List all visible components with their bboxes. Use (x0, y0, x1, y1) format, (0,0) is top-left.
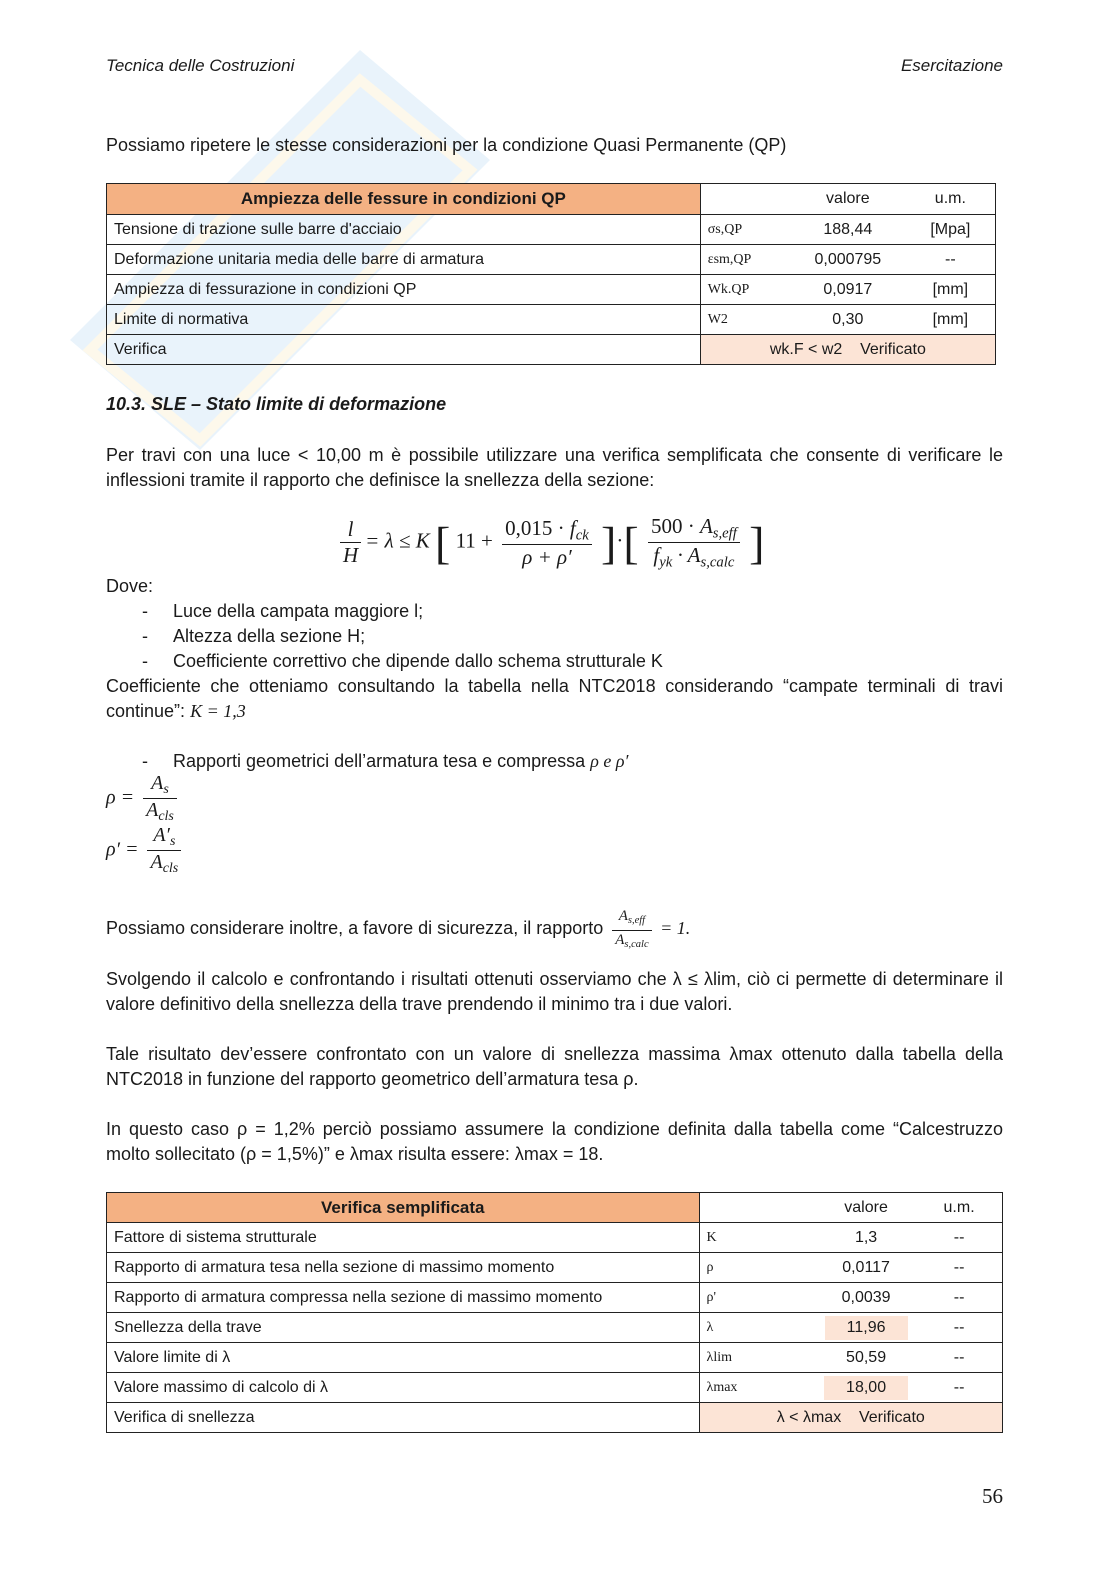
row-symbol: W2 (700, 305, 790, 335)
row-unit: -- (916, 1343, 1002, 1373)
table-row (107, 1373, 1003, 1403)
row-symbol: ρ' (699, 1283, 816, 1313)
verifica-result: λ < λmax Verificato (699, 1403, 1002, 1433)
paragraph-verifica-semplificata: Per travi con una luce < 10,00 m è possibile utilizzare una verifica semplificata che consente di verificare le inflessioni tramite il rapporto che definisce la snellezza della sezione: (106, 445, 1003, 490)
list-item: - Luce della campata maggiore l; (106, 599, 663, 624)
row-symbol: σs,QP (700, 215, 790, 245)
row-value-highlighted (816, 1313, 916, 1343)
paragraph-calcolo: Svolgendo il calcolo e confrontando i risultati ottenuti osserviamo che λ ≤ λlim, ciò ci permette di determinare il valore definitivo della snellezza della trave prendendo il minimo tra i due valori. (106, 969, 1003, 1014)
k-equation: K = 1,3 (190, 701, 246, 721)
row-unit: -- (916, 1223, 1002, 1253)
row-label: Valore limite di λ (107, 1343, 700, 1373)
table-row (107, 1253, 1003, 1283)
row-value: 50,59 (816, 1343, 916, 1373)
table-row (107, 305, 996, 335)
table-row (107, 245, 996, 275)
row-label: Fattore di sistema strutturale (107, 1223, 700, 1253)
row-symbol: εsm,QP (700, 245, 790, 275)
column-header-valore: valore (790, 184, 906, 215)
row-label: Tensione di trazione sulle barre d'acciaio (107, 215, 701, 245)
row-value: 0,0917 (790, 275, 906, 305)
row-value: 0,0117 (816, 1253, 916, 1283)
row-unit: -- (916, 1283, 1002, 1313)
section-title: 10.3. SLE – Stato limite di deformazione (106, 394, 447, 414)
paragraph-sicurezza-text: Possiamo considerare inoltre, a favore di sicurezza, il rapporto (106, 918, 609, 939)
page-number: 56 (982, 1484, 1003, 1508)
crack-width-table (106, 183, 996, 365)
table-row (107, 1343, 1003, 1373)
rho-list (106, 749, 628, 774)
row-unit: [mm] (906, 305, 996, 335)
column-header-valore: valore (816, 1193, 916, 1223)
row-symbol: ρ (699, 1253, 816, 1283)
highlighted-value: 18,00 (824, 1376, 908, 1400)
paragraph-sicurezza: Possiamo considerare inoltre, a favore di sicurezza, il rapporto $\frac{A_{s,eff}}{A_{s,calc}}$ = 1. (106, 908, 691, 951)
paragraph-caso: In questo caso ρ = 1,2% perciò possiamo assumere la condizione definita dalla tabella come “Calcestruzzo molto sollecitato (ρ = 1,5%)” e λmax risulta essere: λmax = 18. (106, 1119, 1003, 1164)
verifica-label: Verifica di snellezza (107, 1403, 700, 1433)
table-row (107, 1223, 1003, 1253)
paragraph-confronto: Tale risultato dev’essere confrontato con un valore di snellezza massima λmax ottenuto dalla tabella della NTC2018 in funzione del rapporto geometrico dell’armatura tesa ρ. (106, 1044, 1003, 1089)
row-label: Ampiezza di fessurazione in condizioni QP (107, 275, 701, 305)
table-row (107, 1283, 1003, 1313)
row-label: Valore massimo di calcolo di λ (107, 1373, 700, 1403)
table-row (107, 1403, 1003, 1433)
row-label: Snellezza della trave (107, 1313, 700, 1343)
row-symbol: λlim (699, 1343, 816, 1373)
row-label: Limite di normativa (107, 305, 701, 335)
row-value: 0,0039 (816, 1283, 916, 1313)
list-item: - Coefficiente correttivo che dipende dallo schema strutturale K (106, 649, 663, 674)
list-item: - Altezza della sezione H; (106, 624, 663, 649)
row-symbol: K (699, 1223, 816, 1253)
dove-label: Dove: (106, 576, 154, 596)
verifica-label: Verifica (107, 335, 701, 365)
paragraph-k-text: Coefficiente che otteniamo consultando la tabella nella NTC2018 considerando “campate terminali di travi continue”: (106, 676, 1003, 721)
row-unit: [mm] (906, 275, 996, 305)
table-row (107, 1313, 1003, 1343)
row-value-highlighted (816, 1373, 916, 1403)
row-label: Rapporto di armatura tesa nella sezione di massimo momento (107, 1253, 700, 1283)
row-unit: -- (916, 1253, 1002, 1283)
row-value: 0,30 (790, 305, 906, 335)
rho-bullet-math: ρ e ρ′ (590, 751, 629, 771)
row-value: 1,3 (816, 1223, 916, 1253)
intro-paragraph: Possiamo ripetere le stesse considerazioni per la condizione Quasi Permanente (QP) (106, 135, 787, 155)
row-unit: -- (916, 1373, 1002, 1403)
rho-bullet-text: Rapporti geometrici dell’armatura tesa e compressa (173, 751, 591, 771)
slenderness-formula: $\frac{l}{H}$ = λ ≤ K [ 11 + $\frac{0,015 \cdot f_{ck}}{\rho + \rho'}$ ]·[ $\frac{500 \cdot A_{s,eff}}{f_{yk} \cdot A_{s,calc}}$ ] (336, 514, 764, 572)
variables-list (106, 599, 663, 674)
row-label: Deformazione unitaria media delle barre di armatura (107, 245, 701, 275)
simplified-check-table (106, 1192, 1003, 1433)
list-item (106, 749, 628, 774)
rho-equation: ρ = $\frac{A_s}{A_{cls}}$ (106, 772, 181, 825)
row-symbol: λmax (699, 1373, 816, 1403)
row-unit: [Mpa] (906, 215, 996, 245)
row-value: 0,000795 (790, 245, 906, 275)
row-symbol: Wk.QP (700, 275, 790, 305)
column-header-um: u.m. (906, 184, 996, 215)
rho-prime-equation: ρ′ = $\frac{A'_s}{A_{cls}}$ (106, 824, 185, 877)
row-value: 188,44 (790, 215, 906, 245)
highlighted-value: 11,96 (825, 1316, 908, 1340)
table-title: Verifica semplificata (107, 1193, 700, 1223)
verifica-result: wk.F < w2 Verificato (700, 335, 995, 365)
row-unit: -- (906, 245, 996, 275)
paragraph-k (106, 674, 1003, 724)
row-unit: -- (916, 1313, 1002, 1343)
header-course-title: Tecnica delle Costruzioni (106, 56, 295, 75)
table-row (107, 335, 996, 365)
table-title: Ampiezza delle fessure in condizioni QP (107, 184, 701, 215)
column-header-um: u.m. (916, 1193, 1002, 1223)
row-symbol: λ (699, 1313, 816, 1343)
header-section-label: Esercitazione (900, 56, 1003, 75)
table-row (107, 215, 996, 245)
table-row (107, 275, 996, 305)
row-label: Rapporto di armatura compressa nella sezione di massimo momento (107, 1283, 700, 1313)
